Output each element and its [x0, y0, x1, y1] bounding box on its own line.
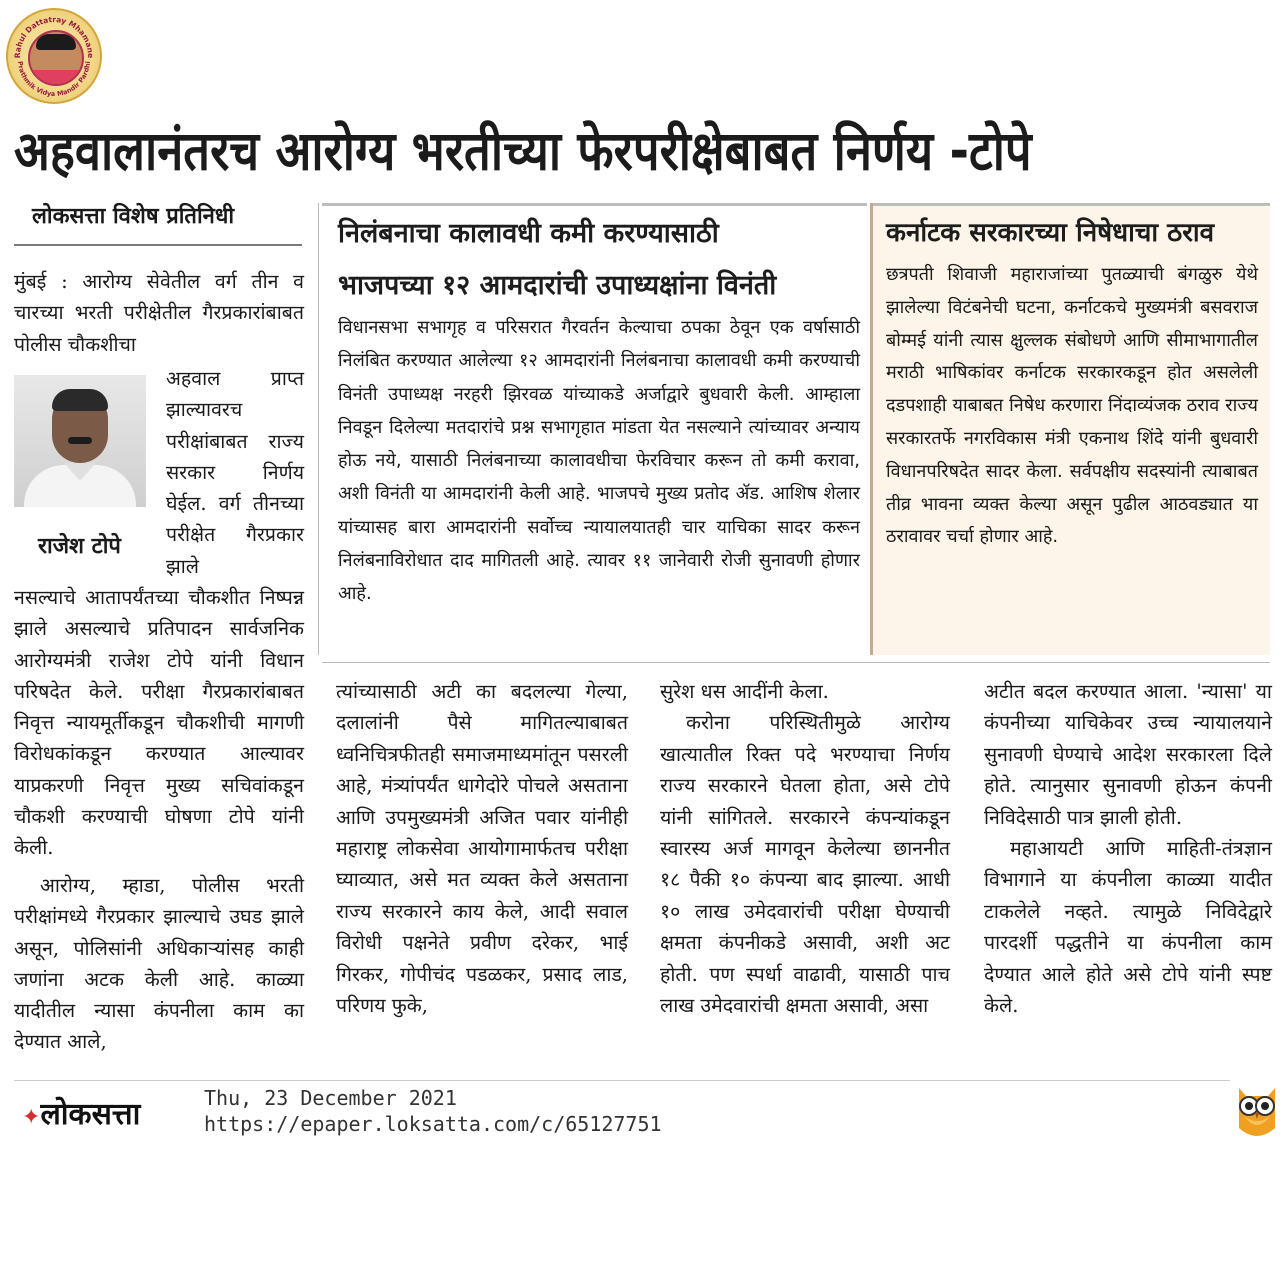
logo-mark-icon: ✦	[22, 1105, 41, 1130]
divider	[318, 203, 319, 655]
column-3-line1: सुरेश धस आदींनी केला.	[660, 680, 829, 703]
logo-text: लोकसत्ता	[40, 1097, 141, 1132]
box-left-border	[870, 203, 873, 655]
column-4-para1: अटीत बदल करण्यात आला. 'न्यासा' या कंपनीच्या याचिकेवर उच्च न्यायालयाने सुनावणी घेण्याचे आदेश सरकारला दिले होते. त्यानुसार सुनावणी होऊन कंपनी निविदेसाठी पात्र झाली होती.	[984, 680, 1272, 829]
column-3-text	[660, 676, 950, 1021]
center-article-body: विधानसभा सभागृह व परिसरात गैरवर्तन केल्याचा ठपका ठेवून एक वर्षासाठी निलंबित करण्यात आलेल्या १२ आमदारांनी निलंबनाचा कालावधी कमी करण्याची विनंती उपाध्यक्ष नरहरी झिरवळ यांच्याकडे अर्जाद्वारे बुधवारी केली. आम्हाला निवडून दिलेल्या मतदारांचे प्रश्न सभागृहात मांडता येत नसल्याने त्यांच्यावर अन्याय होऊ नये, यासाठी निलंबनाच्या कालावधीचा फेरविचार करून तो कमी करावा, अशी विनंती या आमदारांनी केली आहे. भाजपचे मुख्य प्रतोद ॲड. आशिष शेलार यांच्यासह बारा आमदारांनी सर्वोच्च न्यायालयातही चार याचिका सादर करून निलंबनाविरोधात दाद मागितली आहे. त्यावर ११ जानेवारी रोजी सुनावणी होणार आहे.	[338, 317, 860, 605]
right-article-title: कर्नाटक सरकारच्या निषेधाचा ठराव	[886, 218, 1215, 248]
photo-caption: राजेश टोपे	[38, 534, 121, 559]
left-article-wrap-text: अहवाल प्राप्त झाल्यावरच परीक्षांबाबत राज्य सरकार निर्णय घेईल. वर्ग तीनच्या परीक्षेत गैरप्रकार झाले	[166, 367, 304, 578]
divider	[14, 244, 302, 246]
left-article-body: नसल्याचे आतापर्यंतच्या चौकशीत निष्पन्न झाले असल्याचे प्रतिपादन सार्वजनिक आरोग्यमंत्री राजेश टोपे यांनी विधान परिषदेत केले. परीक्षा गैरप्रकारांबाबत निवृत्त न्यायमूर्तीकडून चौकशीची मागणी विरोधकांकडून करण्यात आल्यावर याप्रकरणी निवृत्त मुख्य सचिवांकडून चौकशी करण्याची घोषणा टोपे यांनी केली.	[14, 586, 304, 860]
center-article-title-line1: निलंबनाचा कालावधी कमी करण्यासाठी	[338, 218, 719, 249]
portrait-seal	[6, 8, 102, 104]
divider	[322, 662, 1270, 663]
footer-date: Thu, 23 December 2021	[204, 1086, 457, 1110]
center-article-title-line2: भाजपच्या १२ आमदारांची उपाध्यक्षांना विनंती	[338, 270, 777, 301]
right-article-box	[870, 203, 1270, 655]
column-4-text	[984, 676, 1272, 1021]
left-article-para2: आरोग्य, म्हाडा, पोलीस भरती परीक्षांमध्ये गैरप्रकार झाल्याचे उघड झाले असून, पोलिसांनी अधिकाऱ्यांसह काही जणांना अटक केली आहे. काळ्या यादीतील न्यासा कंपनीला काम का देण्यात आले,	[14, 874, 304, 1054]
column-2-text: त्यांच्यासाठी अटी का बदलल्या गेल्या, दलालांनी पैसे मागितल्याबाबत ध्वनिचित्रफीतही समाजमाध्यमांतून पसरली आहे, मंत्र्यांपर्यंत धागेदोरे पोचले असताना आणि उपमुख्यमंत्री अजित पवार यांनीही महाराष्ट्र लोकसेवा आयोगामार्फतच परीक्षा घ्याव्यात, असे मत व्यक्त केले असताना राज्य सरकारने काय केले, आदी सवाल विरोधी पक्षनेते प्रवीण दरेकर, भाई गिरकर, गोपीचंद पडळकर, प्रसाद लाड, परिणय फुके,	[336, 680, 628, 1018]
footer-divider	[14, 1080, 1230, 1081]
right-article-body: छत्रपती शिवाजी महाराजांच्या पुतळ्याची बंगळुरु येथे झालेल्या विटंबनेची घटना, कर्नाटकचे मुख्यमंत्री बसवराज बोम्मई यांनी त्यास क्षुल्लक संबोधणे आणि सीमाभागातील मराठी भाषिकांवर कर्नाटक सरकारकडून होत असलेली दडपशाही याबाबत निषेध करणारा निंदाव्यंजक ठराव राज्य सरकारतर्फे नगरविकास मंत्री एकनाथ शिंदे यांनी बुधवारी विधानपरिषदेत सादर केला. सर्वपक्षीय सदस्यांनी त्याबाबत तीव्र भावना व्यक्त केल्या असून पुढील आठवड्यात या ठरावावर चर्चा होणार आहे.	[886, 264, 1258, 548]
column-3-para: करोना परिस्थितीमुळे आरोग्य खात्यातील रिक्त पदे भरण्याचा निर्णय राज्य सरकारने घेतला होता, असे टोपे यांनी सांगितले. सरकारने कंपन्यांकडून स्वारस्य अर्ज मागवून केलेल्या छाननीत १८ पैकी १० कंपन्या बाद झाल्या. आधी १० लाख उमेदवारांची परीक्षा घेण्याची क्षमता कंपनीकडे असावी, अशी अट होती. पण स्पर्धा वाढावी, यासाठी पाच लाख उमेदवारांची क्षमता असावी, असा	[660, 711, 950, 1018]
svg-text:Prathmik Vidya Mandir Pardhi: Prathmik Vidya Mandir Pardhi	[15, 60, 92, 99]
seal-ring-text	[8, 10, 100, 102]
footer-url[interactable]: https://epaper.loksatta.com/c/65127751	[204, 1112, 662, 1136]
byline: लोकसत्ता विशेष प्रतिनिधी	[32, 203, 235, 229]
box-top-border	[322, 203, 867, 206]
portrait-photo	[14, 375, 146, 507]
svg-text:Rahul Dattatray Mhamane: Rahul Dattatray Mhamane	[12, 14, 96, 59]
headline: अहवालानंतरच आरोग्य भरतीच्या फेरपरीक्षेबाबत निर्णय -टोपे	[14, 120, 1032, 184]
center-article-box	[322, 203, 867, 655]
owl-icon	[1236, 1082, 1278, 1144]
left-article-lead: मुंबई : आरोग्य सेवेतील वर्ग तीन व चारच्या भरती परीक्षेतील गैरप्रकारांबाबत पोलीस चौकशीचा	[14, 270, 304, 356]
column-4-para2: महाआयटी आणि माहिती-तंत्रज्ञान विभागाने या कंपनीला काळ्या यादीत टाकलेले नव्हते. त्यामुळे निविदेद्वारे पारदर्शी पद्धतीने या कंपनीला काम देण्यात आले होते असे टोपे यांनी स्पष्ट केले.	[984, 837, 1272, 1018]
box-top-border	[870, 203, 1270, 206]
loksatta-logo	[22, 1092, 140, 1133]
